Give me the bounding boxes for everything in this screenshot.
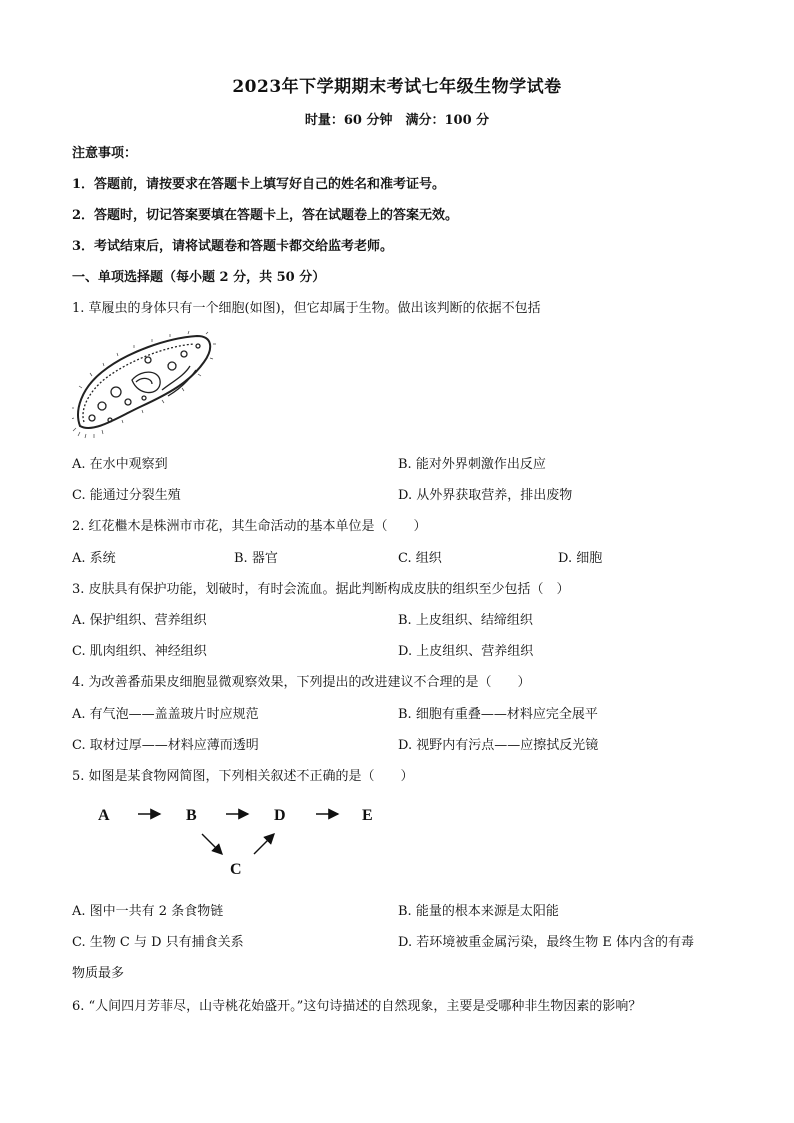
q3-option-a: A. 保护组织、营养组织 (72, 613, 207, 628)
q3-option-c: C. 肌肉组织、神经组织 (72, 644, 207, 659)
food-web-node-e: E (362, 807, 373, 824)
food-web-node-a: A (98, 807, 110, 824)
section-heading: 一、单项选择题（每小题 2 分，共 50 分） (72, 270, 326, 285)
q4-option-a: A. 有气泡——盖盖玻片时应规范 (72, 707, 259, 722)
food-web-node-c: C (230, 861, 242, 878)
question-3-stem: 3. 皮肤具有保护功能，划破时，有时会流血。据此判断构成皮肤的组织至少包括（ ） (72, 582, 570, 597)
q1-option-c: C. 能通过分裂生殖 (72, 488, 181, 503)
q4-option-c: C. 取材过厚——材料应薄而透明 (72, 738, 259, 753)
q1-option-d: D. 从外界获取营养，排出废物 (398, 488, 573, 503)
food-web-node-b: B (186, 807, 197, 824)
q5-option-a: A. 图中一共有 2 条食物链 (72, 904, 224, 919)
question-5-stem: 5. 如图是某食物网简图，下列相关叙述不正确的是（ ） (72, 769, 414, 784)
q5-option-d: D. 若环境被重金属污染，最终生物 E 体内含的有毒 (398, 935, 694, 950)
q5-option-c: C. 生物 C 与 D 只有捕食关系 (72, 935, 244, 950)
q1-option-a: A. 在水中观察到 (72, 457, 168, 472)
exam-subtitle: 时量：60 分钟 满分：100 分 (304, 113, 490, 128)
food-web-diagram (90, 800, 390, 880)
q5-option-d-continuation: 物质最多 (72, 966, 125, 981)
question-4-stem: 4. 为改善番茄果皮细胞显微观察效果，下列提出的改进建议不合理的是（ ） (72, 675, 531, 690)
q4-option-b: B. 细胞有重叠——材料应完全展平 (398, 707, 598, 722)
q3-option-d: D. 上皮组织、营养组织 (398, 644, 534, 659)
q1-option-b: B. 能对外界刺激作出反应 (398, 457, 546, 472)
notice-item-2: 2．答题时，切记答案要填在答题卡上，答在试题卷上的答案无效。 (72, 208, 459, 223)
arrow-b-to-c (202, 834, 222, 854)
paramecium-illustration (72, 330, 217, 440)
question-2-stem: 2. 红花檵木是株洲市市花，其生命活动的基本单位是（ ） (72, 519, 427, 534)
food-web-node-d: D (274, 807, 286, 824)
notice-item-3: 3．考试结束后，请将试题卷和答题卡都交给监考老师。 (72, 239, 394, 254)
question-1-stem: 1. 草履虫的身体只有一个细胞(如图)，但它却属于生物。做出该判断的依据不包括 (72, 301, 541, 316)
q4-option-d: D. 视野内有污点——应擦拭反光镜 (398, 738, 599, 753)
q5-option-b: B. 能量的根本来源是太阳能 (398, 904, 559, 919)
notice-heading: 注意事项： (72, 146, 138, 161)
q2-option-d: D. 细胞 (558, 551, 603, 566)
arrow-c-to-d (254, 834, 274, 854)
q2-option-a: A. 系统 (72, 551, 116, 566)
exam-title: 2023年下学期期末考试七年级生物学试卷 (232, 77, 562, 97)
question-6-stem: 6. “人间四月芳菲尽，山寺桃花始盛开。”这句诗描述的自然现象，主要是受哪种非生物因素的影响？ (72, 999, 642, 1014)
q3-option-b: B. 上皮组织、结缔组织 (398, 613, 533, 628)
q2-option-c: C. 组织 (398, 551, 442, 566)
q2-option-b: B. 器官 (234, 551, 278, 566)
notice-item-1: 1．答题前，请按要求在答题卡上填写好自己的姓名和准考证号。 (72, 177, 446, 192)
